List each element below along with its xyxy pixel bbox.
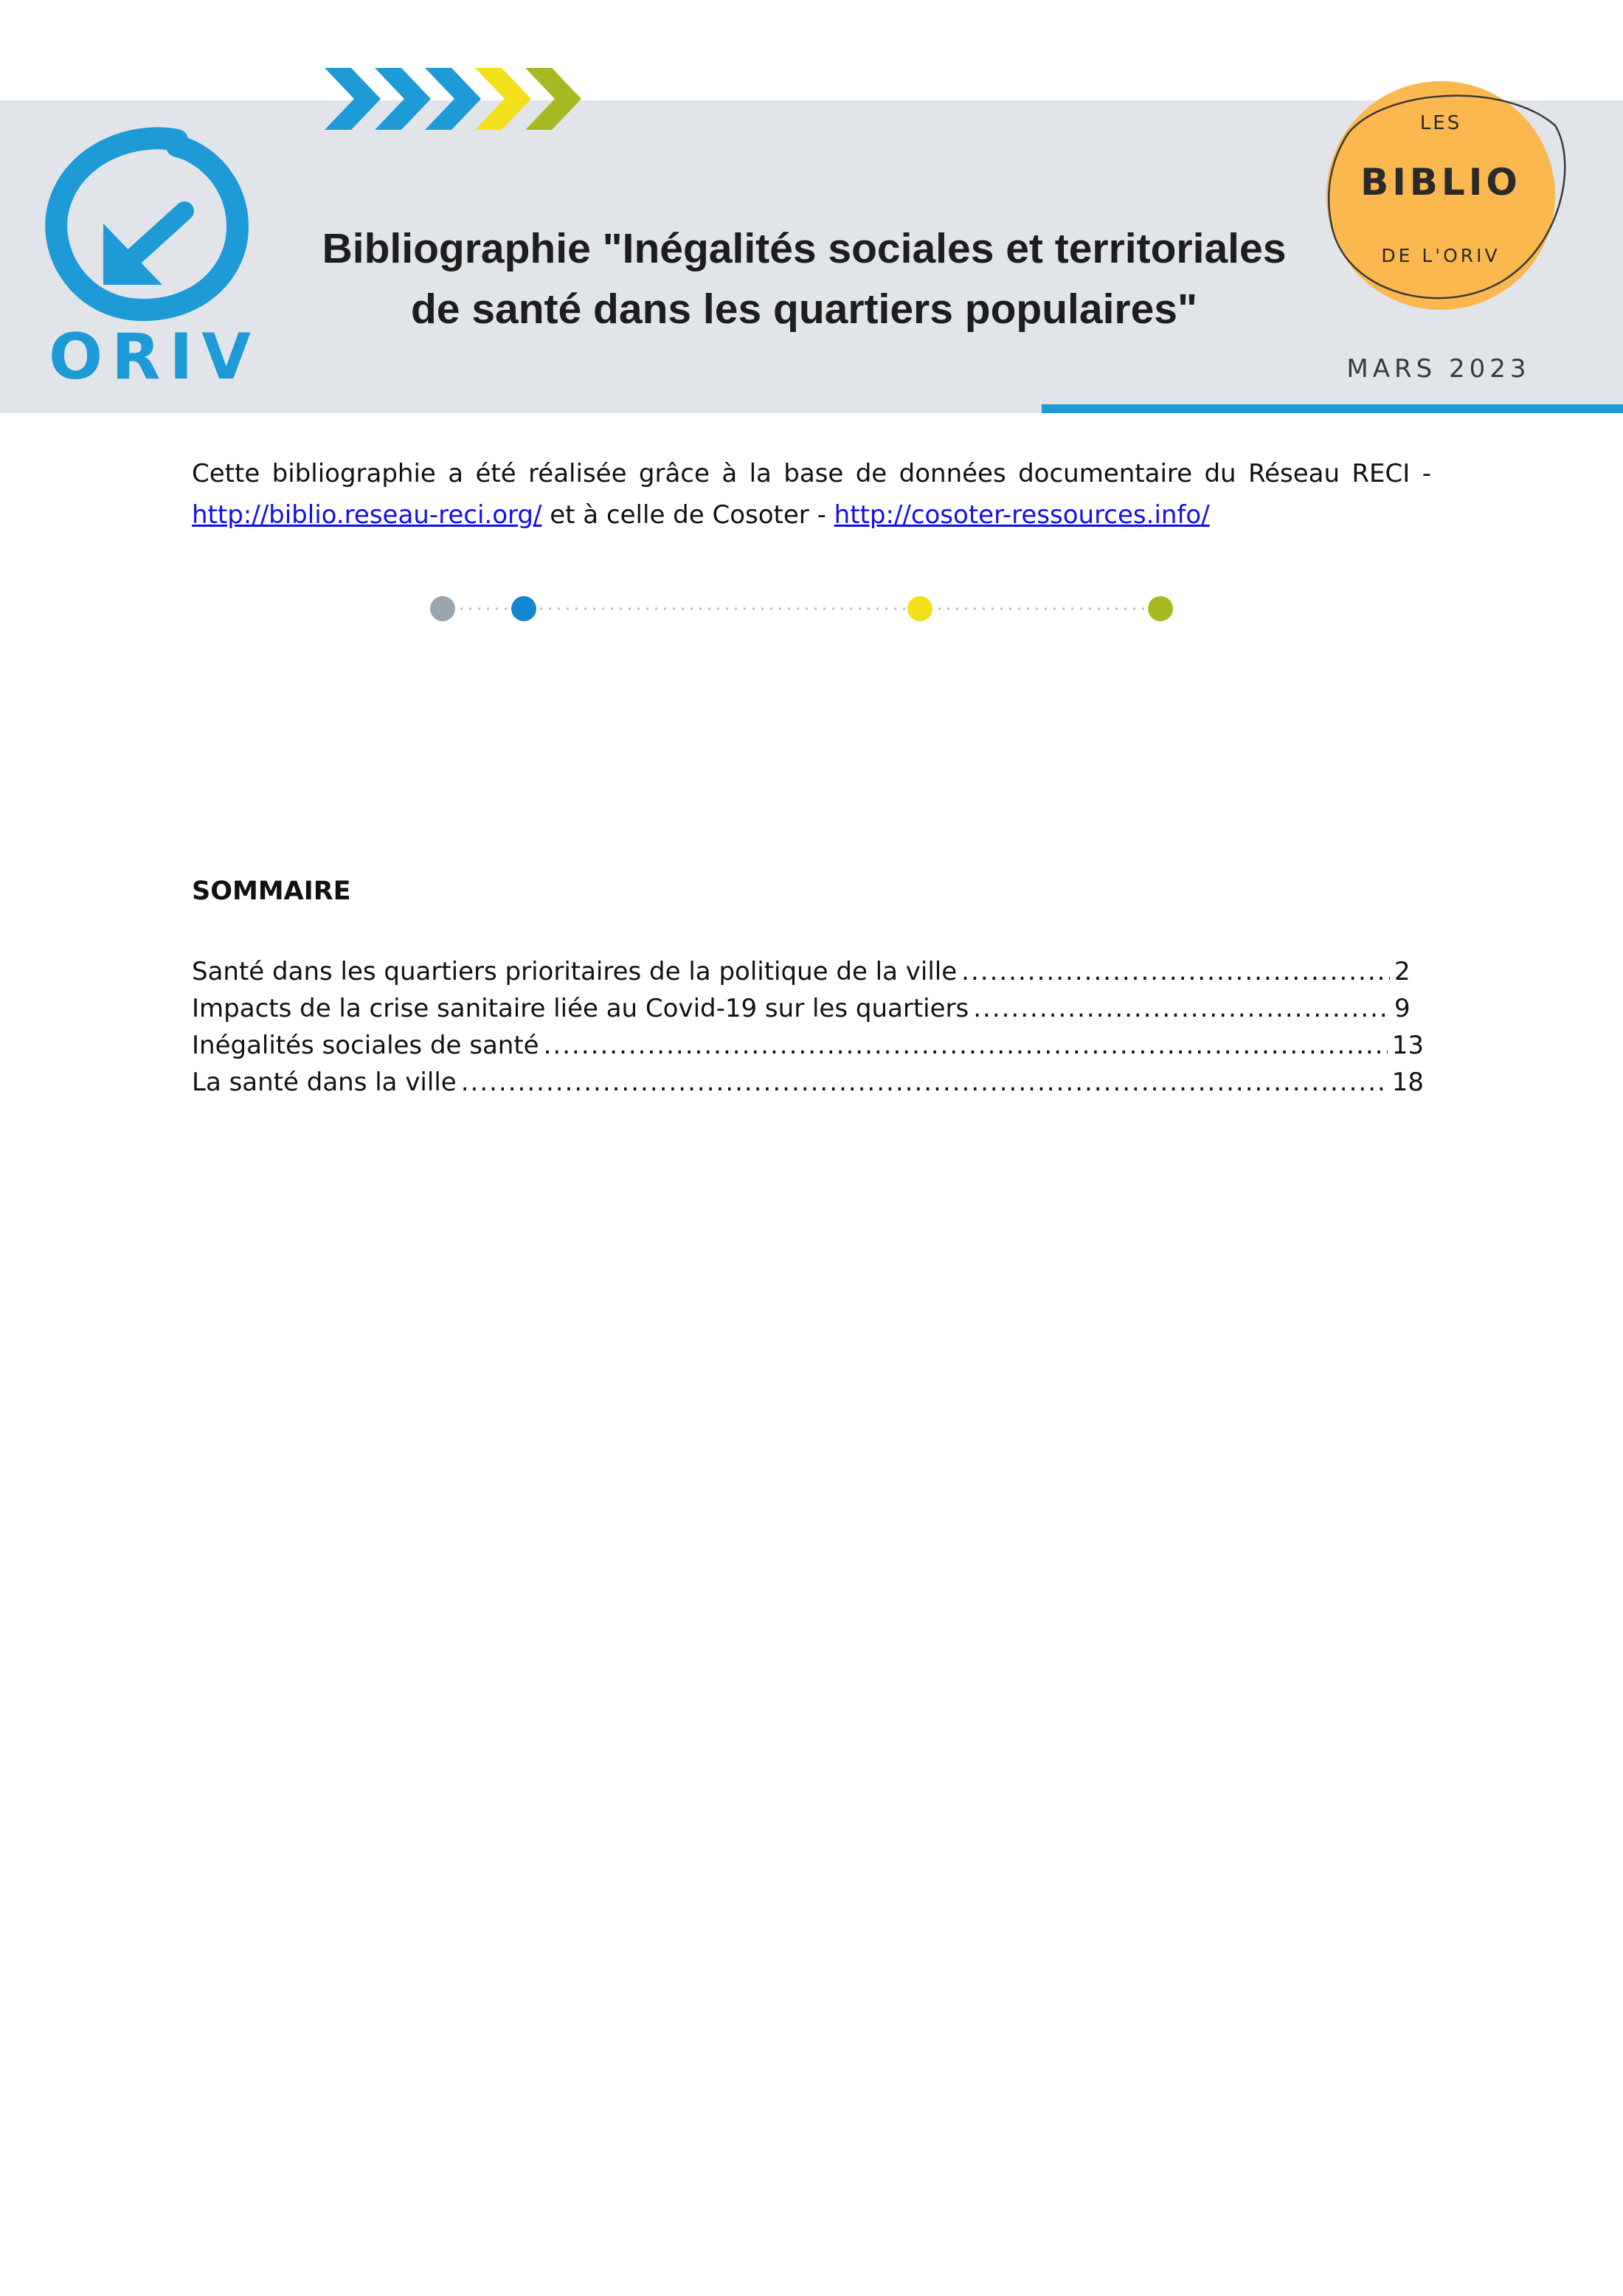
toc-entry-page: 2 bbox=[1394, 957, 1411, 986]
toc-entry-page: 9 bbox=[1394, 994, 1411, 1023]
toc-entry-page: 18 bbox=[1391, 1068, 1424, 1097]
toc-entry-page: 13 bbox=[1391, 1031, 1424, 1060]
intro-middle-text: et à celle de Cosoter - bbox=[541, 500, 834, 530]
reci-link[interactable]: http://biblio.reseau-reci.org/ bbox=[192, 500, 542, 530]
intro-text: Cette bibliographie a été réalisée grâce à la base de données documentaire du Réseau RECI - bbox=[192, 459, 1431, 488]
timeline-dot-yellow bbox=[907, 596, 932, 621]
oriv-wordmark: ORIV bbox=[49, 320, 260, 394]
chevron-3 bbox=[425, 68, 481, 130]
badge-text-biblio: BIBLIO bbox=[1360, 161, 1521, 204]
chevron-4 bbox=[475, 68, 531, 130]
toc-leader-dots bbox=[544, 1027, 1388, 1064]
toc-entry-title: La santé dans la ville bbox=[192, 1068, 457, 1097]
table-of-contents bbox=[192, 953, 1424, 1101]
toc-entry-title: Impacts de la crise sanitaire liée au Covid-19 sur les quartiers bbox=[192, 994, 969, 1023]
toc-entry[interactable] bbox=[192, 990, 1424, 1027]
dotted-timeline-divider bbox=[421, 590, 1188, 627]
toc-entry[interactable] bbox=[192, 953, 1424, 990]
chevron-2 bbox=[375, 68, 431, 130]
timeline-dot-green bbox=[1148, 596, 1173, 621]
toc-leader-dots bbox=[973, 990, 1390, 1027]
cosoter-link[interactable]: http://cosoter-ressources.info/ bbox=[834, 500, 1210, 530]
toc-leader-dots bbox=[961, 953, 1390, 990]
banner-accent-line bbox=[1042, 404, 1623, 413]
badge-text-de-loriv: DE L'ORIV bbox=[1381, 245, 1501, 266]
toc-entry[interactable] bbox=[192, 1027, 1424, 1064]
toc-leader-dots bbox=[461, 1064, 1388, 1101]
publication-date: MARS 2023 bbox=[1346, 354, 1531, 384]
page-title-line-2: de santé dans les quartiers populaires" bbox=[410, 286, 1198, 333]
badge-text-les: LES bbox=[1419, 112, 1462, 134]
sommaire-heading: SOMMAIRE bbox=[192, 876, 351, 906]
chevron-5 bbox=[525, 68, 581, 130]
chevron-1 bbox=[325, 68, 381, 130]
intro-links-line bbox=[192, 494, 1431, 536]
page-title bbox=[280, 218, 1328, 339]
toc-entry-title: Inégalités sociales de santé bbox=[192, 1031, 539, 1060]
intro-paragraph bbox=[192, 453, 1431, 536]
toc-entry[interactable] bbox=[192, 1064, 1424, 1101]
timeline-dot-grey bbox=[430, 596, 455, 621]
chevrons-icon bbox=[319, 58, 599, 146]
timeline-dot-blue bbox=[511, 596, 536, 621]
page-title-line-1: Bibliographie "Inégalités sociales et territoriales bbox=[322, 225, 1287, 272]
biblio-badge bbox=[1319, 81, 1570, 310]
toc-entry-title: Santé dans les quartiers prioritaires de la politique de la ville bbox=[192, 957, 958, 986]
